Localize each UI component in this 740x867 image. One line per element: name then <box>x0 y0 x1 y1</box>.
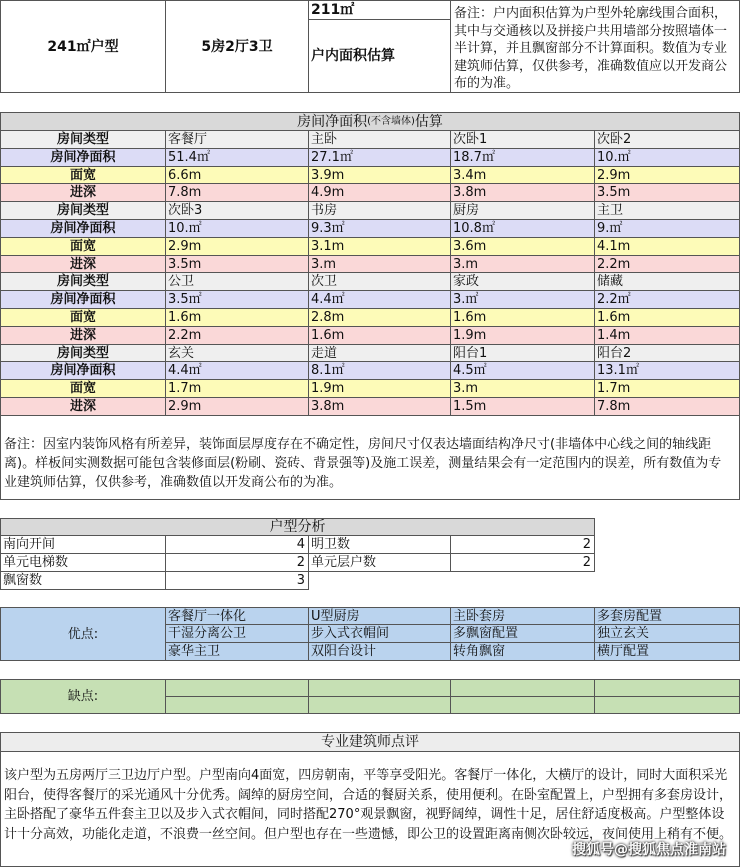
room-depth-cell: 3.m <box>309 256 451 273</box>
row-label-width: 面宽 <box>0 380 166 398</box>
room-area-cell: 10.㎡ <box>166 220 309 238</box>
room-depth-cell: 7.8m <box>595 398 740 416</box>
pro-item: 干湿分离公卫 <box>166 625 309 643</box>
room-width-cell: 2.9m <box>166 238 309 256</box>
room-area-cell: 9.㎡ <box>595 220 740 238</box>
row-label-type: 房间类型 <box>0 273 166 291</box>
analysis-value: 2 <box>166 554 309 572</box>
pros-label: 优点: <box>0 607 166 661</box>
room-type-cell: 储藏 <box>595 273 740 291</box>
unit-type: 241㎡户型 <box>0 0 166 93</box>
room-type-cell: 主卫 <box>595 202 740 220</box>
pro-item: 主卧套房 <box>451 607 595 625</box>
analysis-label: 明卫数 <box>309 536 451 554</box>
row-label-depth: 进深 <box>0 327 166 345</box>
room-depth-cell: 3.8m <box>309 398 451 416</box>
room-width-cell: 1.7m <box>166 380 309 398</box>
room-area-cell: 3.㎡ <box>451 291 595 309</box>
pro-item: 横厅配置 <box>595 643 740 661</box>
room-area-cell: 51.4㎡ <box>166 149 309 167</box>
room-width-cell: 3.6m <box>451 238 595 256</box>
con-item <box>595 697 740 714</box>
watermark: 搜狐号@搜狐焦点淮南站 <box>572 842 726 858</box>
indoor-area-label: 户内面积估算 <box>309 20 451 93</box>
room-width-cell: 3.9m <box>309 167 451 184</box>
room-width-cell: 6.6m <box>166 167 309 184</box>
con-item <box>309 679 451 697</box>
rooms-title <box>0 112 740 131</box>
room-area-cell: 13.1㎡ <box>595 362 740 380</box>
room-area-cell: 4.5㎡ <box>451 362 595 380</box>
analysis-label: 南向开间 <box>0 536 166 554</box>
room-area-cell: 27.1㎡ <box>309 149 451 167</box>
room-area-cell: 4.4㎡ <box>309 291 451 309</box>
room-width-cell: 3.4m <box>451 167 595 184</box>
indoor-area-value: 211㎡ <box>309 0 451 20</box>
room-width-cell: 3.m <box>451 380 595 398</box>
room-depth-cell: 2.2m <box>166 327 309 345</box>
row-label-type: 房间类型 <box>0 345 166 362</box>
room-depth-cell: 1.6m <box>309 327 451 345</box>
pro-item: 步入式衣帽间 <box>309 625 451 643</box>
analysis-value: 2 <box>451 536 595 554</box>
room-depth-cell: 3.m <box>451 256 595 273</box>
rooms-note: 备注：因室内装饰风格有所差异，装饰面层厚度存在不确定性，房间尺寸仅表达墙面结构净尺寸(非墙体中心线之间的轴线距离)。样板间实测数据可能包含装修面层(粉刷、瓷砖、背景强等)及施工误差，测量结果会有一定范围内的误差，所有数值为专业建筑师估算，仅供参考，准确数值以开发商公布的为准。 <box>0 416 740 500</box>
room-type-cell: 次卧1 <box>451 131 595 149</box>
area-note: 备注：户内面积估算为户型外轮廓线围合面积，其中与交通核以及拼接户共用墙部分按照墙体一半计算，并且飘窗部分不计算面积。数值为专业建筑师估算，仅供参考，准确数值应以开发商公布的为准。 <box>451 0 740 93</box>
pro-item: 独立玄关 <box>595 625 740 643</box>
room-area-cell: 18.7㎡ <box>451 149 595 167</box>
room-area-cell: 2.2㎡ <box>595 291 740 309</box>
layout: 5房2厅3卫 <box>166 0 309 93</box>
pro-item: 客餐厅一体化 <box>166 607 309 625</box>
con-item <box>451 697 595 714</box>
row-label-area: 房间净面积 <box>0 220 166 238</box>
room-area-cell: 3.5㎡ <box>166 291 309 309</box>
room-type-cell: 厨房 <box>451 202 595 220</box>
row-label-width: 面宽 <box>0 167 166 184</box>
con-item <box>595 679 740 697</box>
room-type-cell: 主卧 <box>309 131 451 149</box>
row-label-width: 面宽 <box>0 309 166 327</box>
row-label-type: 房间类型 <box>0 202 166 220</box>
analysis-value: 4 <box>166 536 309 554</box>
room-width-cell: 1.6m <box>595 309 740 327</box>
row-label-area: 房间净面积 <box>0 291 166 309</box>
con-item <box>451 679 595 697</box>
room-depth-cell: 3.5m <box>595 184 740 202</box>
row-label-depth: 进深 <box>0 256 166 273</box>
room-depth-cell: 1.5m <box>451 398 595 416</box>
room-width-cell: 1.6m <box>451 309 595 327</box>
row-label-area: 房间净面积 <box>0 362 166 380</box>
room-type-cell: 阳台1 <box>451 345 595 362</box>
room-depth-cell: 3.8m <box>451 184 595 202</box>
room-depth-cell: 2.2m <box>595 256 740 273</box>
rooms-title-main: 房间净面积 <box>297 113 368 130</box>
room-area-cell: 10.8㎡ <box>451 220 595 238</box>
room-area-cell: 10.㎡ <box>595 149 740 167</box>
review-text: 该户型为五房两厅三卫边厅户型。户型南向4面宽，四房朝南，平等享受阳光。客餐厅一体化，大横厅的设计，同时大面积采光阳台，使得客餐厅的采光通风十分优秀。阔绰的厨房空间，合适的餐厨关系，使用便利。在卧室配置上，户型拥有多套房设计，主卧搭配了豪华五件套主卫以及步入式衣帽间，同时搭配270°观景飘窗，视野阔绰，调性十足，居住舒适度极高。户型整体设计十分高效，功能化走道，不浪费一丝空间。但户型也存在一些遗憾，即公卫的设置距离南侧次卧较远，夜间使用上稍有不便。 <box>0 752 740 867</box>
analysis-title: 户型分析 <box>0 518 595 536</box>
room-width-cell: 4.1m <box>595 238 740 256</box>
room-type-cell: 家政 <box>451 273 595 291</box>
row-label-area: 房间净面积 <box>0 149 166 167</box>
con-item <box>166 697 309 714</box>
con-item <box>166 679 309 697</box>
analysis-value: 2 <box>451 554 595 572</box>
cons-label: 缺点: <box>0 679 166 714</box>
room-width-cell: 1.9m <box>309 380 451 398</box>
room-width-cell: 1.6m <box>166 309 309 327</box>
room-type-cell: 书房 <box>309 202 451 220</box>
room-width-cell: 2.9m <box>595 167 740 184</box>
room-type-cell: 阳台2 <box>595 345 740 362</box>
row-label-depth: 进深 <box>0 398 166 416</box>
rooms-title-end: 估算 <box>414 113 443 130</box>
room-area-cell: 9.3㎡ <box>309 220 451 238</box>
room-depth-cell: 1.9m <box>451 327 595 345</box>
room-type-cell: 次卧3 <box>166 202 309 220</box>
room-width-cell: 2.8m <box>309 309 451 327</box>
analysis-label: 单元层户数 <box>309 554 451 572</box>
pro-item: 多套房配置 <box>595 607 740 625</box>
room-type-cell: 走道 <box>309 345 451 362</box>
rooms-title-small: (不含墙体) <box>367 115 415 127</box>
row-label-depth: 进深 <box>0 184 166 202</box>
room-type-cell: 次卧2 <box>595 131 740 149</box>
room-depth-cell: 2.9m <box>166 398 309 416</box>
room-type-cell: 次卫 <box>309 273 451 291</box>
room-depth-cell: 1.4m <box>595 327 740 345</box>
room-depth-cell: 4.9m <box>309 184 451 202</box>
room-type-cell: 玄关 <box>166 345 309 362</box>
room-type-cell: 客餐厅 <box>166 131 309 149</box>
room-area-cell: 4.4㎡ <box>166 362 309 380</box>
room-depth-cell: 3.5m <box>166 256 309 273</box>
analysis-value: 3 <box>166 572 309 590</box>
room-type-cell: 公卫 <box>166 273 309 291</box>
room-width-cell: 1.7m <box>595 380 740 398</box>
room-width-cell: 3.1m <box>309 238 451 256</box>
pro-item: U型厨房 <box>309 607 451 625</box>
pro-item: 豪华主卫 <box>166 643 309 661</box>
row-label-type: 房间类型 <box>0 131 166 149</box>
analysis-label: 单元电梯数 <box>0 554 166 572</box>
pro-item: 转角飘窗 <box>451 643 595 661</box>
analysis-label: 飘窗数 <box>0 572 166 590</box>
review-title: 专业建筑师点评 <box>0 732 740 752</box>
pro-item: 多飘窗配置 <box>451 625 595 643</box>
pro-item: 双阳台设计 <box>309 643 451 661</box>
room-area-cell: 8.1㎡ <box>309 362 451 380</box>
room-depth-cell: 7.8m <box>166 184 309 202</box>
row-label-width: 面宽 <box>0 238 166 256</box>
con-item <box>309 697 451 714</box>
